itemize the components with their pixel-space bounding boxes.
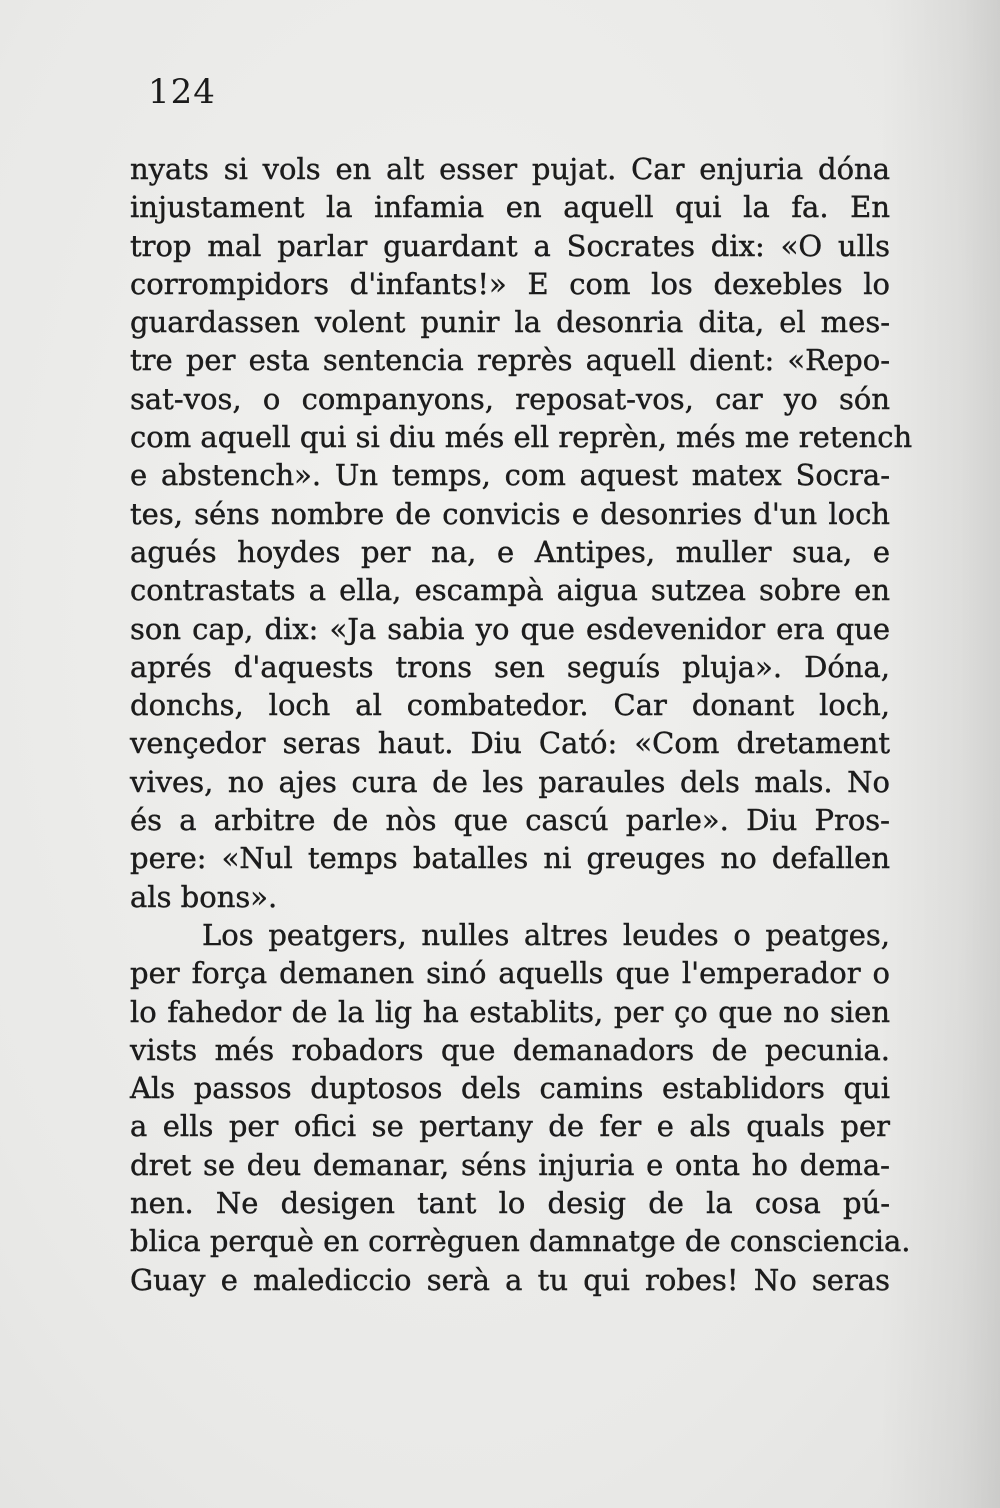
text-line: dret se deu demanar, séns injuria e onta ho dema- — [130, 1147, 890, 1182]
text-line: Guay e malediccio serà a tu qui robes! No seras — [130, 1262, 890, 1297]
text-line: guardassen volent punir la desonria dita, el mes- — [130, 305, 890, 340]
body-text — [130, 150, 913, 1299]
text-line: injustament la infamia en aquell qui la fa. En — [130, 190, 890, 225]
text-line: e abstench». Un temps, com aquest matex Socra- — [130, 458, 890, 493]
text-line: Als passos duptosos dels camins establidors qui — [130, 1071, 890, 1106]
text-line: corrompidors d'infants!» E com los dexebles lo — [130, 266, 890, 301]
text-line: Los peatgers, nulles altres leudes o peatges, — [202, 917, 890, 952]
text-line: nyats si vols en alt esser pujat. Car enjuria dóna — [130, 152, 890, 186]
page-number: 124 — [148, 72, 216, 112]
text-line: aprés d'aquests trons sen seguís pluja». Dóna, — [130, 649, 890, 684]
text-line: és a arbitre de nòs que cascú parle». Diu Pros- — [130, 803, 890, 838]
text-line: vists més robadors que demanadors de pecunia. — [130, 1032, 890, 1067]
text-line: lo fahedor de la lig ha establits, per ço que no sien — [130, 994, 890, 1029]
text-line: vençedor seras haut. Diu Cató: «Com dretament — [130, 726, 890, 761]
text-line: agués hoydes per na, e Antipes, muller sua, e — [130, 534, 890, 569]
text-line: als bons». — [130, 879, 278, 914]
text-line: nen. Ne desigen tant lo desig de la cosa pú- — [130, 1186, 890, 1221]
text-line: a ells per ofici se pertany de fer e als quals per — [130, 1109, 890, 1144]
text-line: com aquell qui si diu més ell reprèn, més me retench — [130, 420, 913, 455]
text-line: blica perquè en corrèguen damnatge de consciencia. — [130, 1224, 911, 1259]
text-line: per força demanen sinó aquells que l'emperador o — [130, 956, 890, 991]
text-line: donchs, loch al combatedor. Car donant loch, — [130, 688, 890, 723]
text-line: vives, no ajes cura de les paraules dels mals. No — [130, 764, 890, 799]
text-line: contrastats a ella, escampà aigua sutzea sobre en — [130, 573, 890, 608]
text-line: sat-vos, o companyons, reposat-vos, car yo són — [130, 381, 890, 416]
paragraph-1 — [130, 150, 913, 916]
text-line: tes, séns nombre de convicis e desonries d'un loch — [130, 496, 890, 531]
text-line: trop mal parlar guardant a Socrates dix: «O ulls — [130, 228, 890, 263]
text-line: son cap, dix: «Ja sabia yo que esdevenidor era que — [130, 611, 890, 646]
text-line: pere: «Nul temps batalles ni greuges no defallen — [130, 841, 890, 876]
text-line: tre per esta sentencia reprès aquell dient: «Repo- — [130, 343, 890, 378]
paragraph-2 — [130, 916, 911, 1299]
